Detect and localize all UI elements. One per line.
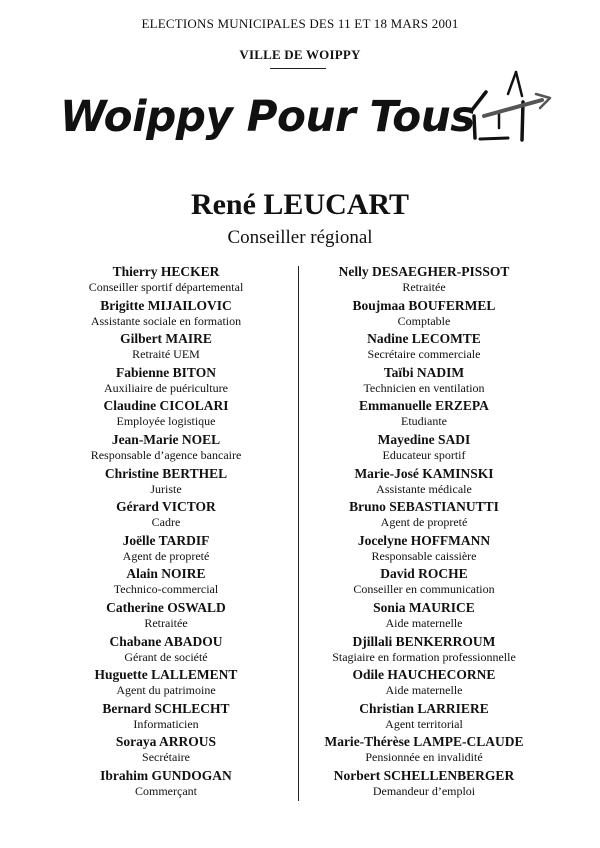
candidate-name: René LEUCART bbox=[190, 188, 410, 221]
list-item bbox=[289, 432, 559, 466]
member-role: Agent du patrimoine bbox=[116, 683, 216, 698]
member-role: Pensionnée en invalidité bbox=[365, 750, 483, 765]
list-item bbox=[289, 499, 559, 533]
list-item bbox=[31, 499, 301, 533]
member-name: Huguette LALLEMENT bbox=[94, 667, 238, 683]
member-role: Cadre bbox=[151, 515, 181, 530]
member-role: Technicien en ventilation bbox=[363, 380, 485, 395]
member-name: Nadine LECOMTE bbox=[367, 331, 481, 347]
member-name: Emmanuelle ERZEPA bbox=[359, 398, 489, 414]
member-name: Chabane ABADOU bbox=[109, 633, 223, 649]
list-item bbox=[31, 331, 301, 365]
member-role: Retraitée bbox=[144, 615, 188, 630]
list-item bbox=[31, 466, 301, 500]
member-role: Comptable bbox=[397, 313, 451, 328]
member-name: Bruno SEBASTIANUTTI bbox=[349, 499, 499, 515]
member-name: Bernard SCHLECHT bbox=[102, 700, 230, 716]
member-role: Informaticien bbox=[133, 716, 199, 731]
member-name: Christian LARRIERE bbox=[359, 700, 489, 716]
member-name: Ibrahim GUNDOGAN bbox=[100, 767, 232, 783]
member-role: Responsable caissière bbox=[371, 548, 477, 563]
member-role: Stagiaire en formation professionnelle bbox=[332, 649, 516, 664]
member-name: Norbert SCHELLENBERGER bbox=[333, 767, 515, 783]
candidate-role: Conseiller régional bbox=[227, 227, 373, 248]
slogan-title: Woippy Pour Tous bbox=[60, 92, 475, 142]
member-role: Retraitée bbox=[402, 280, 446, 294]
member-name: Marie-José KAMINSKI bbox=[354, 465, 494, 481]
member-name: Soraya ARROUS bbox=[115, 734, 217, 750]
list-item bbox=[289, 466, 559, 500]
member-name: Marie-Thérèse LAMPE-CLAUDE bbox=[324, 734, 524, 750]
list-item bbox=[31, 734, 301, 768]
member-role: Juriste bbox=[150, 481, 182, 496]
member-name: Joëlle TARDIF bbox=[122, 532, 210, 548]
member-role: Secrétaire bbox=[142, 750, 190, 765]
member-role: Conseiller sportif départemental bbox=[88, 280, 244, 294]
list-item bbox=[289, 533, 559, 567]
member-name: Gilbert MAIRE bbox=[120, 331, 212, 347]
member-role: Technico-commercial bbox=[113, 582, 219, 597]
list-item bbox=[31, 634, 301, 668]
left-candidate-list bbox=[31, 264, 301, 802]
list-item bbox=[31, 365, 301, 399]
member-role: Employée logistique bbox=[116, 414, 216, 429]
member-role: Gérant de société bbox=[124, 649, 208, 664]
list-item bbox=[31, 298, 301, 332]
member-role: Assistante sociale en formation bbox=[90, 313, 242, 328]
list-item bbox=[289, 365, 559, 399]
member-name: Catherine OSWALD bbox=[106, 599, 226, 615]
member-name: Alain NOIRE bbox=[126, 566, 206, 582]
member-role: Educateur sportif bbox=[382, 447, 466, 462]
member-name: Jocelyne HOFFMANN bbox=[357, 532, 491, 548]
election-header: ELECTIONS MUNICIPALES DES 11 ET 18 MARS 2001 bbox=[141, 16, 459, 31]
member-name: Thierry HECKER bbox=[112, 264, 220, 279]
list-item bbox=[31, 533, 301, 567]
member-role: Responsable d’agence bancaire bbox=[90, 447, 242, 462]
member-name: David ROCHE bbox=[380, 566, 468, 582]
member-name: Boujmaa BOUFERMEL bbox=[352, 297, 496, 313]
member-role: Agent territorial bbox=[385, 716, 463, 731]
list-item bbox=[31, 768, 301, 802]
list-item bbox=[289, 734, 559, 768]
house-arrow-logo-icon bbox=[466, 66, 556, 146]
list-item bbox=[289, 667, 559, 701]
member-name: Mayedine SADI bbox=[377, 431, 471, 447]
city-name: VILLE DE WOIPPY bbox=[239, 47, 361, 62]
list-item bbox=[31, 398, 301, 432]
member-name: Djillali BENKERROUM bbox=[352, 633, 496, 649]
member-name: Christine BERTHEL bbox=[104, 465, 228, 481]
member-name: Nelly DESAEGHER-PISSOT bbox=[338, 264, 510, 279]
member-role: Agent de propreté bbox=[122, 548, 210, 563]
member-role: Retraité UEM bbox=[132, 347, 200, 362]
right-candidate-list bbox=[289, 264, 559, 802]
list-item bbox=[289, 634, 559, 668]
member-role: Aide maternelle bbox=[385, 683, 463, 698]
member-role: Conseiller en communication bbox=[353, 582, 495, 597]
list-item bbox=[289, 768, 559, 802]
member-name: Taïbi NADIM bbox=[383, 364, 465, 380]
member-name: Gérard VICTOR bbox=[116, 499, 216, 515]
member-role: Commerçant bbox=[135, 783, 197, 798]
city-underline bbox=[270, 68, 326, 69]
member-role: Etudiante bbox=[401, 414, 447, 429]
list-item bbox=[31, 701, 301, 735]
list-item bbox=[31, 600, 301, 634]
list-item bbox=[289, 600, 559, 634]
member-role: Agent de propreté bbox=[380, 515, 468, 530]
list-item bbox=[289, 331, 559, 365]
member-name: Claudine CICOLARI bbox=[103, 398, 229, 414]
list-item bbox=[31, 432, 301, 466]
member-name: Odile HAUCHECORNE bbox=[352, 667, 496, 683]
member-name: Sonia MAURICE bbox=[373, 599, 475, 615]
member-role: Demandeur d’emploi bbox=[372, 783, 476, 798]
list-item bbox=[289, 701, 559, 735]
member-role: Assistante médicale bbox=[376, 481, 472, 496]
list-item bbox=[31, 264, 301, 298]
list-item bbox=[31, 667, 301, 701]
list-item bbox=[31, 566, 301, 600]
list-item bbox=[289, 398, 559, 432]
member-role: Secrétaire commerciale bbox=[367, 347, 481, 362]
list-item bbox=[289, 264, 559, 298]
list-item bbox=[289, 566, 559, 600]
member-role: Auxiliaire de puériculture bbox=[104, 380, 228, 395]
member-role: Aide maternelle bbox=[385, 615, 463, 630]
member-name: Brigitte MIJAILOVIC bbox=[100, 297, 232, 313]
member-name: Fabienne BITON bbox=[116, 364, 216, 380]
member-name: Jean-Marie NOEL bbox=[111, 431, 221, 447]
list-item bbox=[289, 298, 559, 332]
